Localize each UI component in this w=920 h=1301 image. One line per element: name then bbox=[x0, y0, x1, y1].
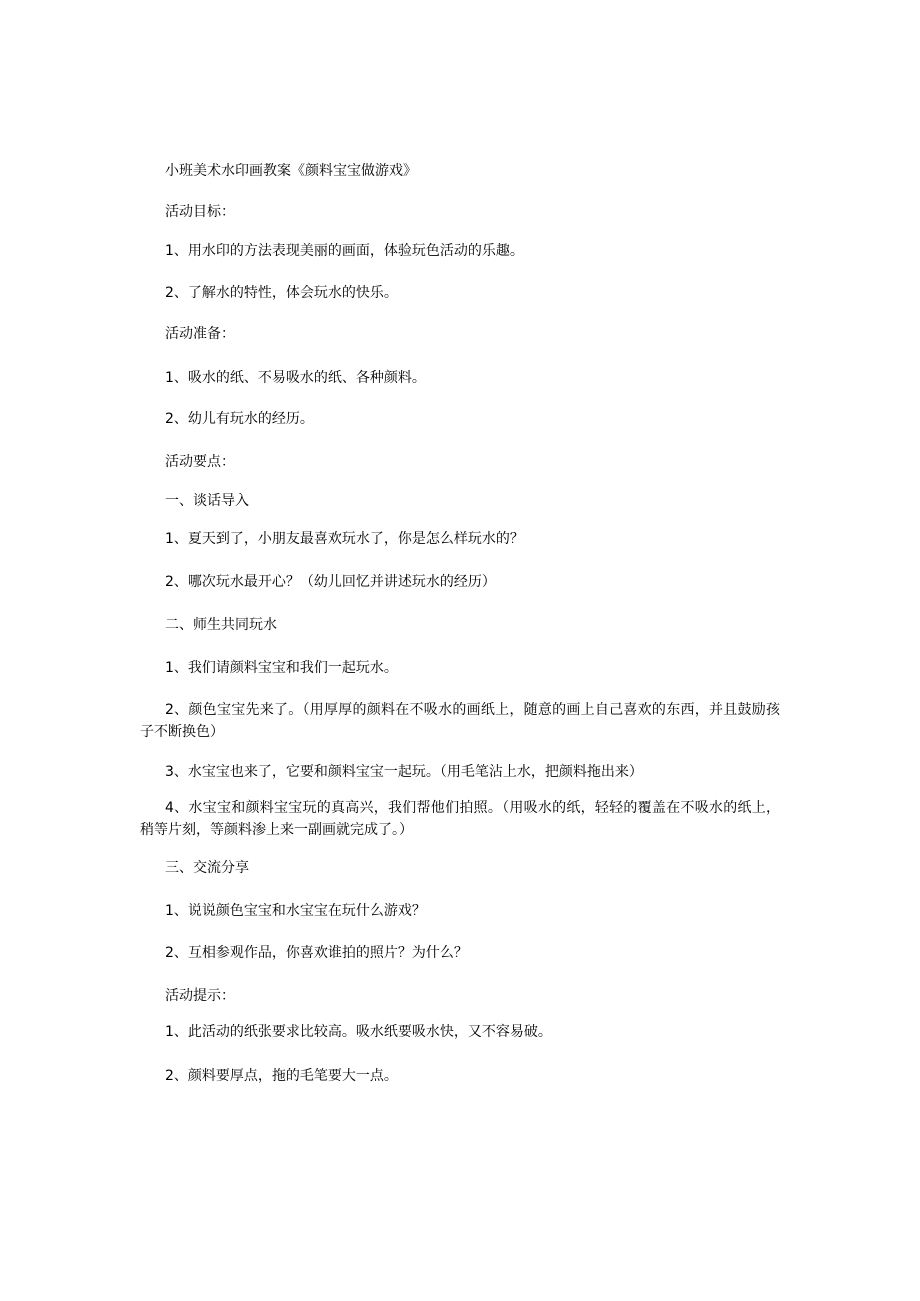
section-3-heading: 三、交流分享 bbox=[165, 860, 249, 876]
prep-item-2: 2、幼儿有玩水的经历。 bbox=[165, 411, 314, 427]
tips-heading: 活动提示： bbox=[165, 988, 235, 1004]
goals-heading: 活动目标： bbox=[165, 204, 235, 220]
section-1-heading: 一、谈话导入 bbox=[165, 493, 249, 509]
section-1-item-1: 1、夏天到了，小朋友最喜欢玩水了，你是怎么样玩水的？ bbox=[165, 531, 524, 547]
tip-item-2: 2、颜料要厚点，拖的毛笔要大一点。 bbox=[165, 1068, 398, 1084]
prep-heading: 活动准备： bbox=[165, 326, 235, 342]
document-title: 小班美术水印画教案《颜料宝宝做游戏》 bbox=[165, 163, 417, 179]
prep-item-1: 1、吸水的纸、不易吸水的纸、各种颜料。 bbox=[165, 370, 426, 386]
goal-item-2: 2、了解水的特性，体会玩水的快乐。 bbox=[165, 285, 398, 301]
tip-item-1: 1、此活动的纸张要求比较高。吸水纸要吸水快，又不容易破。 bbox=[165, 1024, 552, 1040]
section-2-item-2: 2、颜色宝宝先来了。（用厚厚的颜料在不吸水的画纸上，随意的画上自己喜欢的东西，并且鼓励孩子不断换色） bbox=[140, 702, 780, 740]
section-3-item-1: 1、说说颜色宝宝和水宝宝在玩什么游戏？ bbox=[165, 903, 426, 919]
goal-item-1: 1、用水印的方法表现美丽的画面，体验玩色活动的乐趣。 bbox=[165, 243, 524, 259]
points-heading: 活动要点： bbox=[165, 454, 235, 470]
section-1-item-2: 2、哪次玩水最开心？（幼儿回忆并讲述玩水的经历） bbox=[165, 574, 496, 590]
section-2-item-3: 3、水宝宝也来了，它要和颜料宝宝一起玩。（用毛笔沾上水，把颜料拖出来） bbox=[165, 764, 643, 780]
section-2-item-1: 1、我们请颜料宝宝和我们一起玩水。 bbox=[165, 660, 398, 676]
section-3-item-2: 2、互相参观作品，你喜欢谁拍的照片？为什么？ bbox=[165, 945, 468, 961]
section-2-heading: 二、师生共同玩水 bbox=[165, 617, 277, 633]
section-2-item-4: 4、水宝宝和颜料宝宝玩的真高兴，我们帮他们拍照。（用吸水的纸，轻轻的覆盖在不吸水的纸上，稍等片刻，等颜料渗上来一副画就完成了。） bbox=[140, 800, 780, 838]
